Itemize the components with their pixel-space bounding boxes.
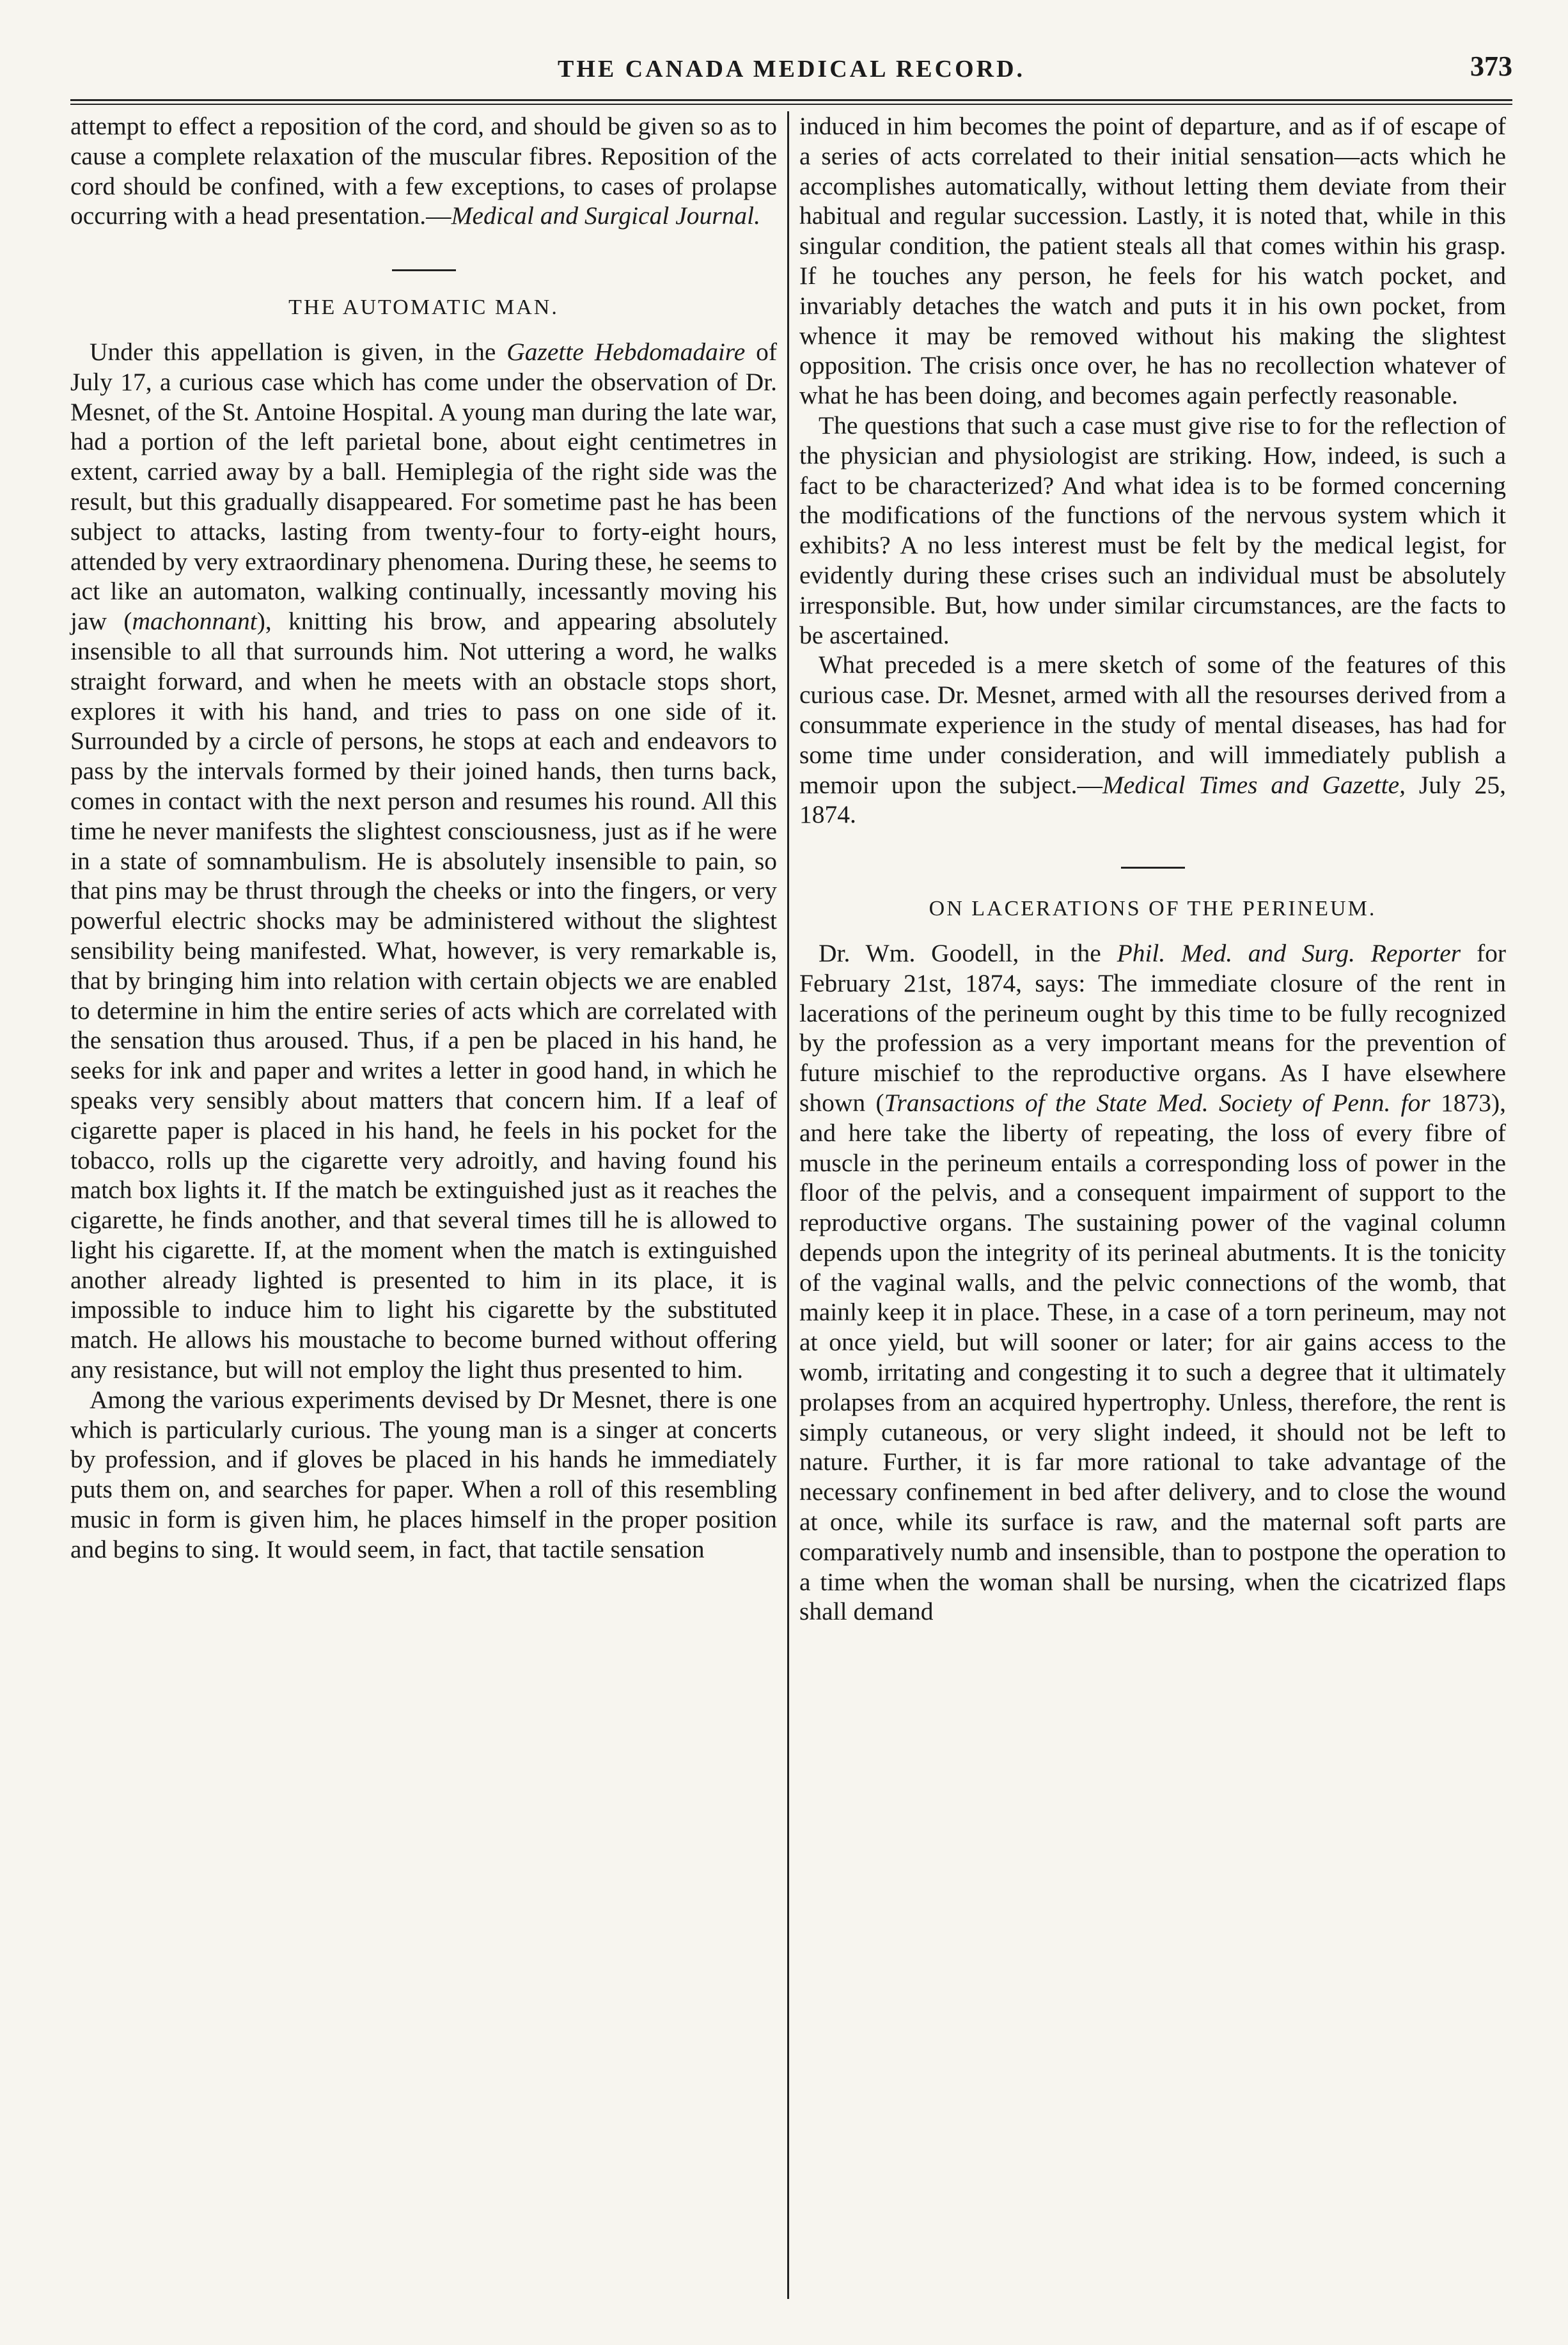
right-paragraph-1: induced in him becomes the point of departure, and as if of escape of a series of acts correlated to their initial sensation—acts which he accomplishes automatically, without letting them deviate from their habitual and regular succession. Lastly, it is noted that, while in this singular condition, the patient steals all that comes within his grasp. If he touches any person, he feels for his watch pocket, and invariably detaches the watch and puts it in his own pocket, from whence it may be removed without his making the slightest opposition. The crisis once over, he has no recollection whatever of what he has been doing, and becomes again perfectly reasonable. — [799, 112, 1506, 410]
source-citation: Phil. Med. and Surg. Reporter — [1117, 938, 1461, 967]
source-citation: Transactions of the State Med. Society of Penn. for — [884, 1088, 1431, 1117]
left-paragraph-3: Among the various experiments devised by Dr Mesnet, there is one which is particularly curious. The young man is a singer at concerts by profession, and if gloves be placed in his hands he immediately puts them on, and searches for paper. When a roll of this resembling music in form is given him, he places himself in the proper position and begins to sing. It would seem, in fact, that tactile sensation — [70, 1385, 777, 1563]
right-paragraph-2: The questions that such a case must give rise to for the reflection of the physician and physiologist are striking. How, indeed, is such a fact to be characterized? And what idea is to be formed concerning the modifications of the functions of the nervous system which it exhibits? A no less interest must be felt by the medical legist, for evidently during these crises such an individual must be absolutely irresponsible. But, how under similar circumstances, are the facts to be ascertained. — [799, 411, 1506, 649]
article-heading-automatic-man: THE AUTOMATIC MAN. — [288, 296, 559, 320]
italic-term: machonnant — [132, 607, 257, 636]
page-number: 373 — [1470, 51, 1512, 82]
right-paragraph-3: What preceded is a mere sketch of some of the features of this curious case. Dr. Mesnet, armed with all the resourses derived from a consummate experience in the study of mental diseases, has had for some time under consideration, and will immediately publish a memoir upon the subject.—Medical Times and Gazette, July 25, 1874. — [799, 651, 1506, 829]
right-column — [789, 111, 1506, 2299]
left-column — [70, 111, 787, 2299]
two-column-body — [70, 111, 1512, 2299]
article-heading-perineum: ON LACERATIONS OF THE PERINEUM. — [929, 897, 1377, 921]
section-separator — [1121, 867, 1185, 869]
running-header — [70, 38, 1512, 99]
source-citation: Medical Times and Gazette, — [1102, 770, 1406, 799]
section-separator — [392, 269, 456, 271]
right-paragraph-4: Dr. Wm. Goodell, in the Phil. Med. and Surg. Reporter for February 21st, 1874, says: The immediate closure of the rent in lacerations of the perineum ought by this time to be fully recognized by the profession as a very important means for the prevention of future mischief to the reproductive organs. As I have elsewhere shown (Transactions of the State Med. Society of Penn. for 1873), and here take the liberty of repeating, the loss of every fibre of muscle in the perineum entails a corresponding loss of power in the floor of the pelvis, and a consequent impairment of support to the reproductive organs. The sustaining power of the vaginal column depends upon the integrity of its perineal abutments. It is the tonicity of the vaginal walls, and the pelvic connections of the womb, that mainly keep it in place. These, in a case of a torn perineum, may not at once yield, but will sooner or later; for air gains access to the womb, irritating and congesting it to such a degree that it ultimately prolapses from an acquired hypertrophy. Unless, therefore, the rent is simply cutaneous, or very slight indeed, it should not be left to nature. Further, it is far more rational to take advantage of the necessary confinement in bed after delivery, and to close the wound at once, while its surface is raw, and the maternal soft parts are comparatively numb and insensible, than to postpone the operation to a time when the woman shall be nursing, when the cicatrized flaps shall demand — [799, 938, 1506, 1626]
journal-page — [70, 38, 1512, 2316]
source-citation: Gazette Hebdomadaire — [506, 337, 746, 366]
left-paragraph-1: attempt to effect a reposition of the cord, and should be given so as to cause a complete relaxation of the muscular fibres. Reposition of the cord should be confined, with a few exceptions, to cases of prolapse occurring with a head presentation.—Medical and Surgical Journal. — [70, 112, 777, 230]
left-paragraph-2: Under this appellation is given, in the Gazette Hebdomadaire of July 17, a curious case which has come under the observation of Dr. Mesnet, of the St. Antoine Hospital. A young man during the late war, had a portion of the left parietal bone, about eight centimetres in extent, carried away by a ball. Hemiplegia of the right side was the result, but this gradually disappeared. For sometime past he has been subject to attacks, lasting from twenty-four to forty-eight hours, attended by very extraordinary phenomena. During these, he seems to act like an automaton, walking continually, incessantly moving his jaw (machonnant), knitting his brow, and appearing absolutely insensible to all that surrounds him. Not uttering a word, he walks straight forward, and when he meets with an obstacle stops short, explores it with his hand, and tries to pass on one side of it. Surrounded by a circle of persons, he stops at each and endeavors to pass by the intervals formed by their joined hands, then turns back, comes in contact with the next person and resumes his round. All this time he never manifests the slightest consciousness, just as if he were in a state of somnambulism. He is absolutely insensible to pain, so that pins may be thrust through the cheeks or into the fingers, or very powerful electric shocks may be administered without the slightest sensibility being manifested. What, however, is very remarkable is, that by bringing him into relation with certain objects we are enabled to determine in him the entire series of acts which are correlated with the sensation thus aroused. Thus, if a pen be placed in his hand, he seeks for ink and paper and writes a letter in good hand, in which he speaks very sensibly about matters that concern him. If a leaf of cigarette paper is placed in his hand, he feels in his pocket for the tobacco, rolls up the cigarette very adroitly, and having found his match box lights it. If the match be extinguished just as it reaches the cigarette, he finds another, and that several times till he is allowed to light his cigarette. If, at the moment when the match is extinguished another already lighted is presented to him in its place, it is impossible to induce him to light his cigarette by the substituted match. He allows his moustache to become burned without offering any resistance, but will not employ the light thus presented to him. — [70, 337, 778, 1384]
journal-title: THE CANADA MEDICAL RECORD. — [557, 55, 1026, 83]
header-rule — [70, 99, 1512, 105]
source-citation: Medical and Surgical Journal. — [451, 201, 761, 230]
